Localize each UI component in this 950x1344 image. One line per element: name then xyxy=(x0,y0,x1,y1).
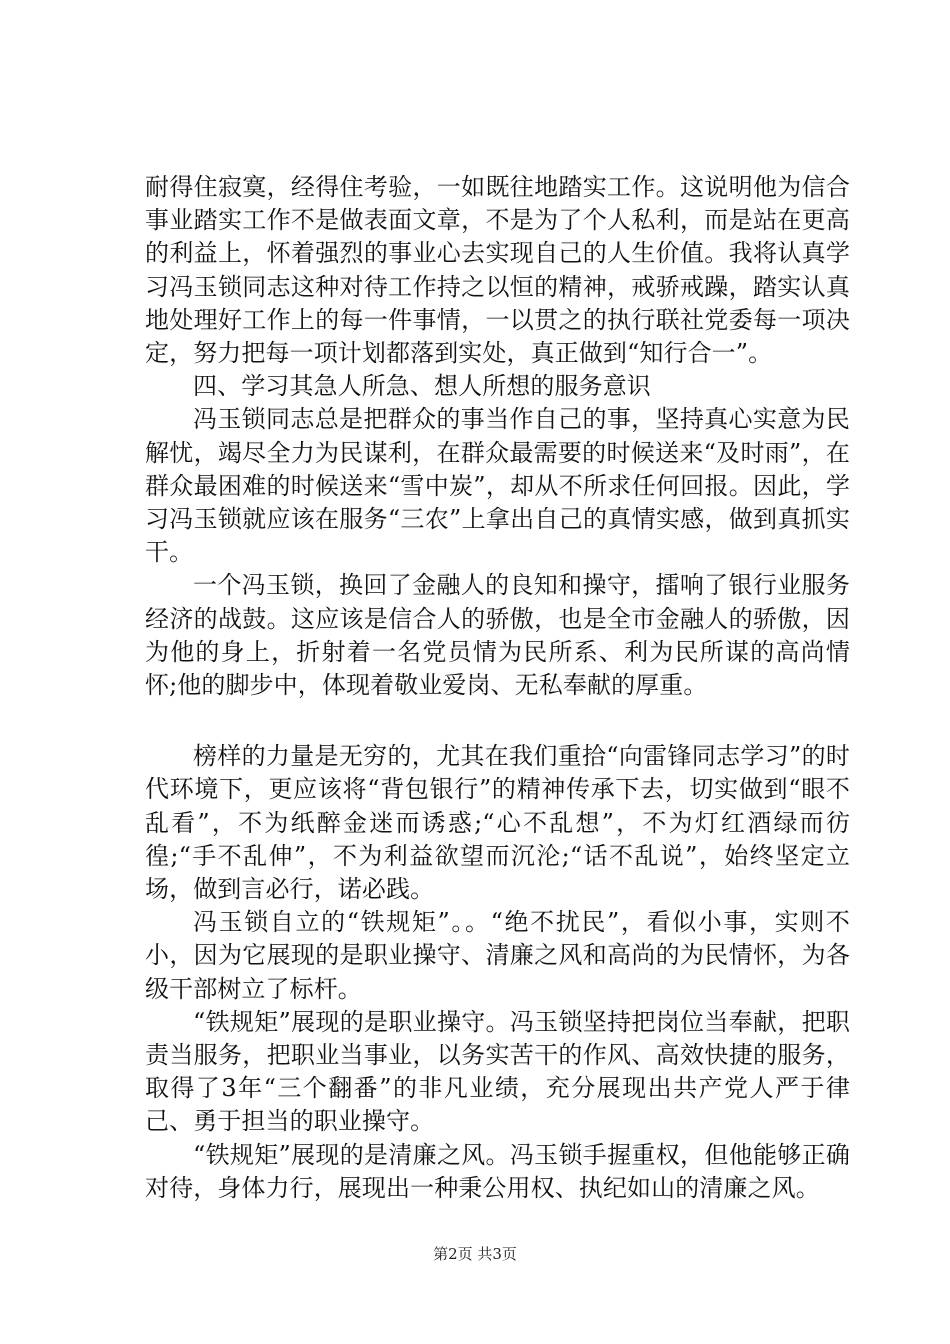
paragraph-integrity: “铁规矩”展现的是清廉之风。冯玉锁手握重权，但他能够正确对待，身体力行，展现出一种秉公用权、执纪如山的清廉之风。 xyxy=(145,1140,850,1202)
paragraph-role-model: 榜样的力量是无穷的，尤其在我们重拾“向雷锋同志学习”的时代环境下，更应该将“背包银行”的精神传承下去，切实做到“眼不乱看”，不为纸醉金迷而诱惑;“心不乱想”，不为灯红酒绿而彷徨;“手不乱伸”，不为利益欲望而沉沦;“话不乱说”，始终坚定立场，做到言必行，诺必践。 xyxy=(145,742,850,904)
paragraph-service-awareness: 冯玉锁同志总是把群众的事当作自己的事，坚持真心实意为民解忧，竭尽全力为民谋利，在群众最需要的时候送来“及时雨”，在群众最困难的时候送来“雪中炭”，却从不所求任何回报。因此，学习冯玉锁就应该在服务“三农”上拿出自己的真情实感，做到真抓实干。 xyxy=(145,405,850,567)
paragraph-gap xyxy=(145,702,850,740)
paragraph-pride: 一个冯玉锁，换回了金融人的良知和操守，擂响了银行业服务经济的战鼓。这应该是信合人的骄傲，也是全市金融人的骄傲，因为他的身上，折射着一名党员情为民所系、利为民所谋的高尚情怀;他的脚步中，体现着敬业爱岗、无私奉献的厚重。 xyxy=(145,571,850,700)
page-footer: 第2页 共3页 xyxy=(433,1245,517,1263)
paragraph-continuation: 耐得住寂寞，经得住考验，一如既往地踏实工作。这说明他为信合事业踏实工作不是做表面文章，不是为了个人私利，而是站在更高的利益上，怀着强烈的事业心去实现自己的人生价值。我将认真学习冯玉锁同志这种对待工作持之以恒的精神，戒骄戒躁，踏实认真地处理好工作上的每一件事情，一以贯之的执行联社党委每一项决定，努力把每一项计划都落到实处，真正做到“知行合一”。 xyxy=(145,173,850,368)
paragraph-iron-rules: 冯玉锁自立的“铁规矩”。。“绝不扰民”，看似小事，实则不小，因为它展现的是职业操守、清廉之风和高尚的为民情怀，为各级干部树立了标杆。 xyxy=(145,908,850,1003)
paragraph-professional-ethics: “铁规矩”展现的是职业操守。冯玉锁坚持把岗位当奉献，把职责当服务，把职业当事业，以务实苦干的作风、高效快捷的服务，取得了3年“三个翻番”的非凡业绩，充分展现出共产党人严于律己、勇于担当的职业操守。 xyxy=(145,1007,850,1136)
section-heading: 四、学习其急人所急、想人所想的服务意识 xyxy=(193,372,651,401)
document-body xyxy=(145,171,850,1205)
